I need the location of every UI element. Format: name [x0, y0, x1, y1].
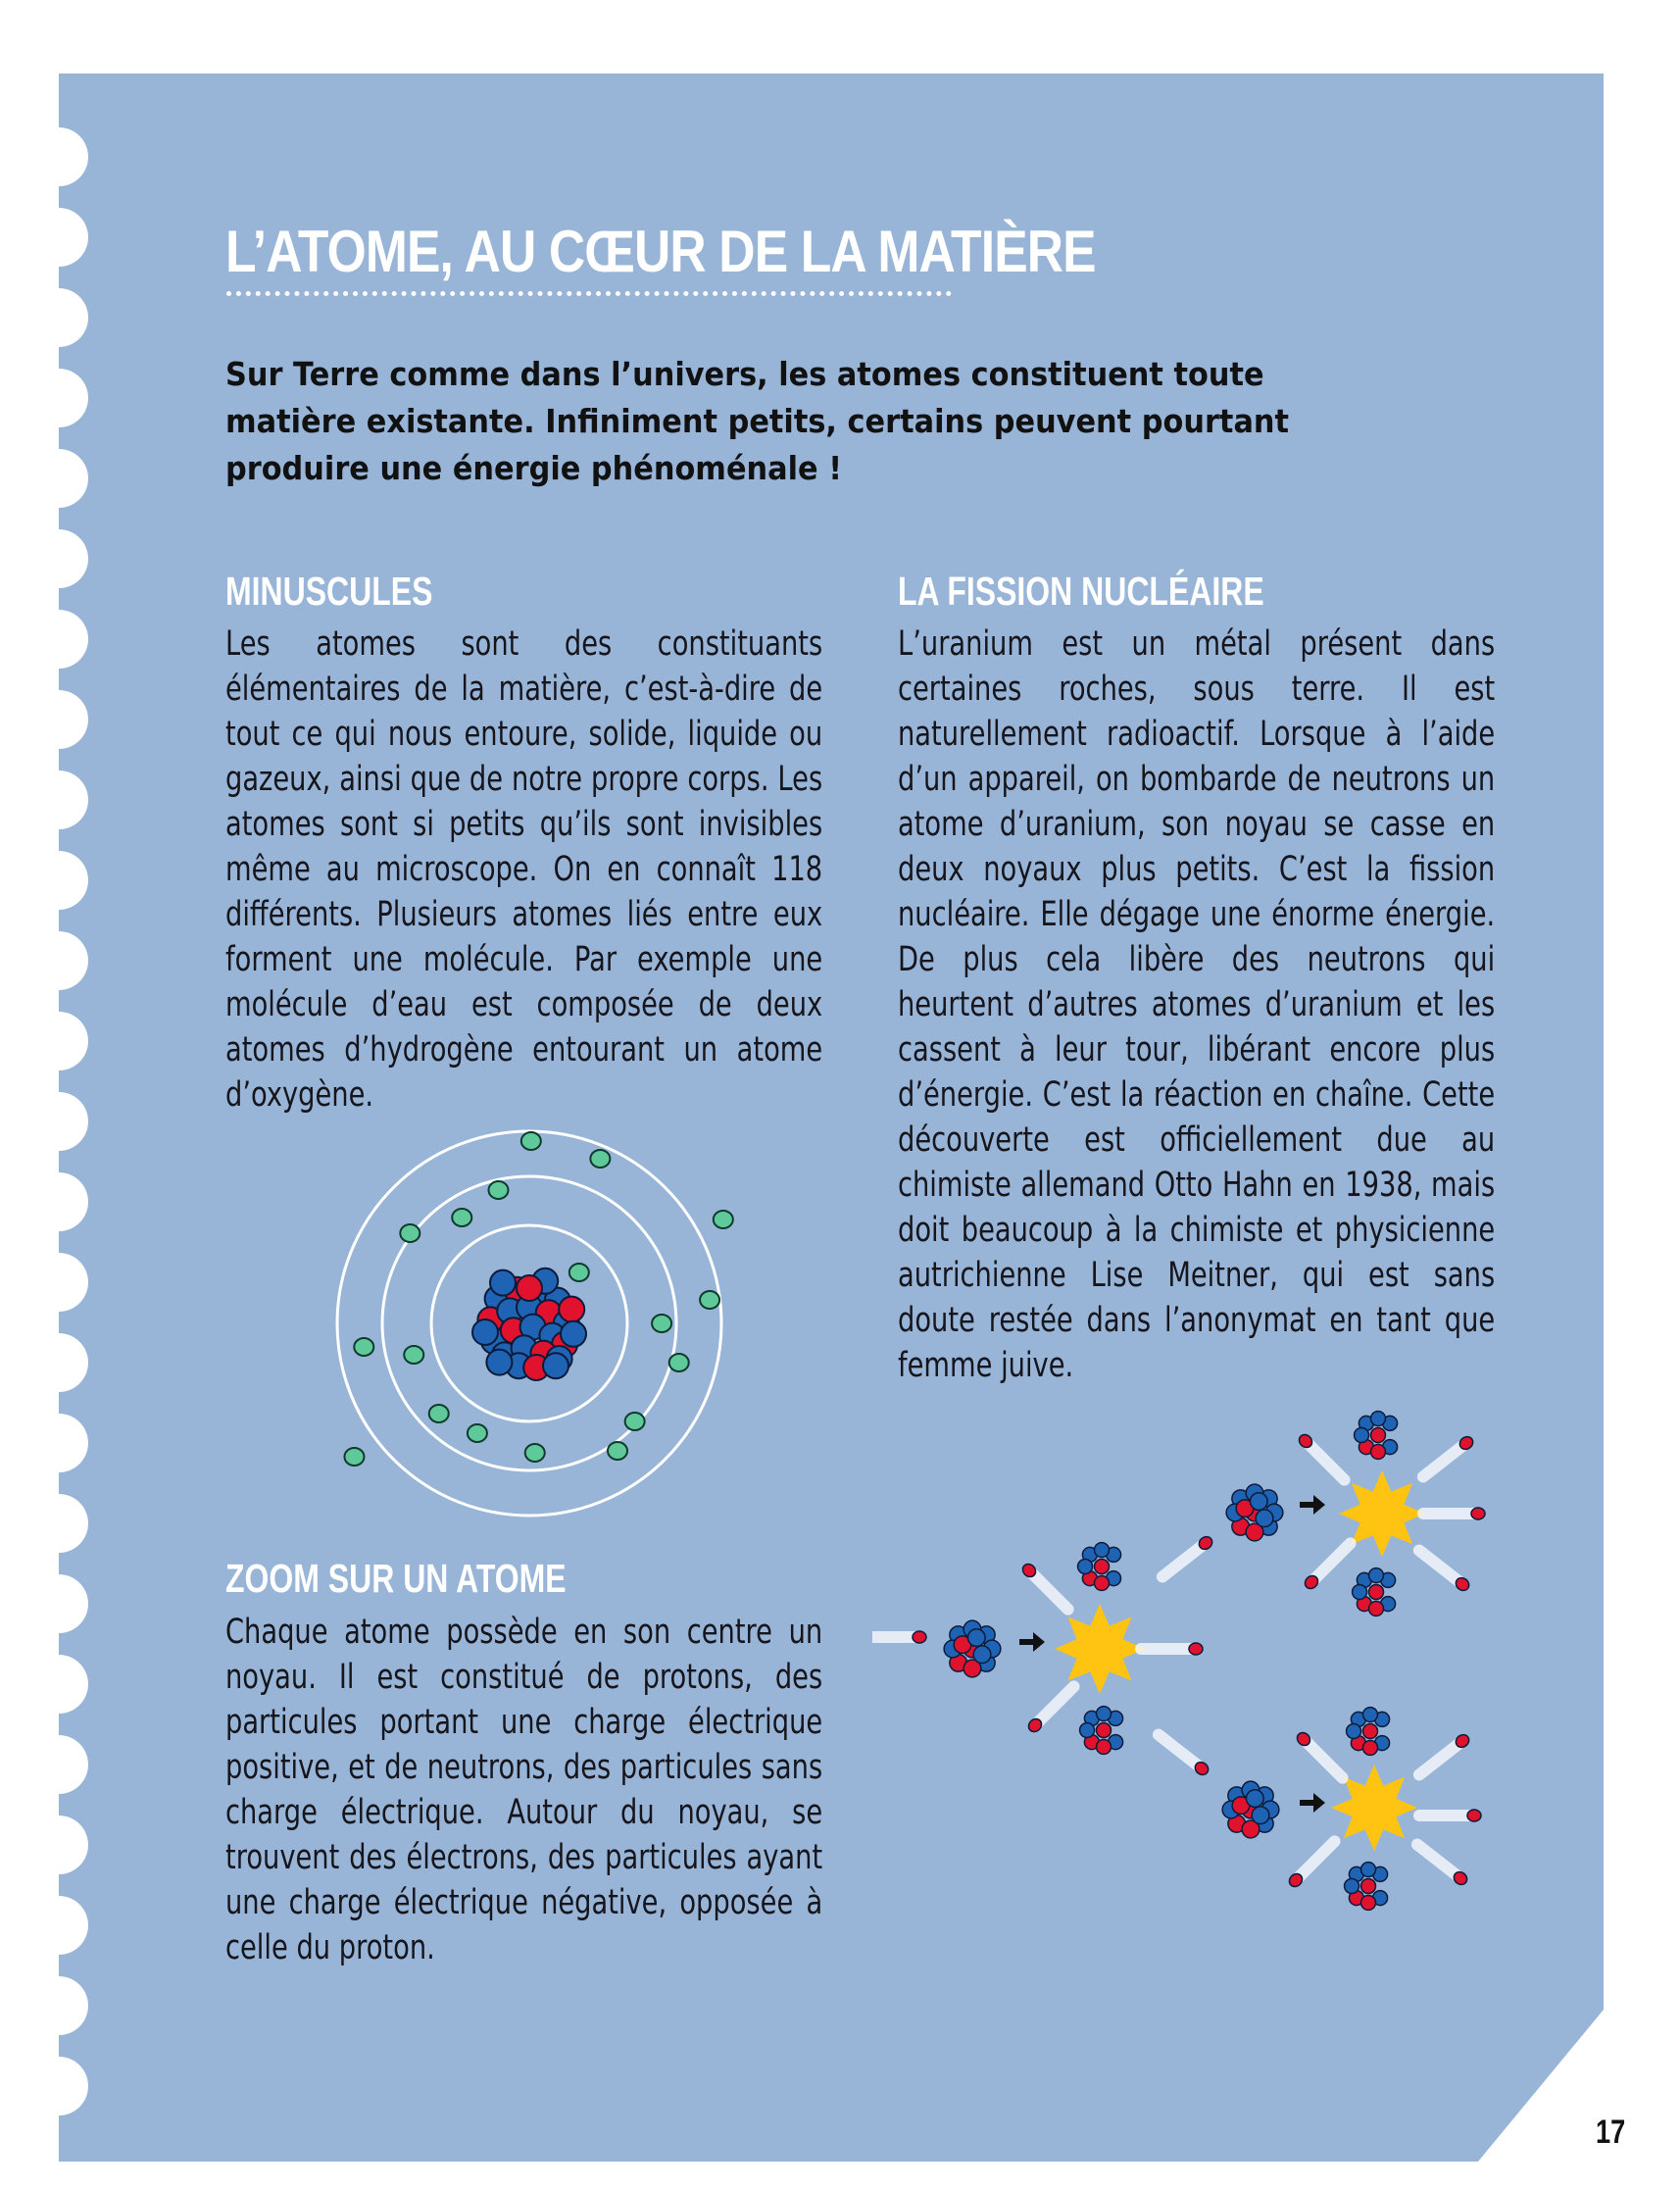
neutron: [1371, 1412, 1386, 1426]
binder-notch: [29, 1735, 88, 1794]
electron: [468, 1424, 487, 1442]
page-number: 17: [1596, 2114, 1626, 2151]
binder-notch: [29, 529, 88, 588]
neutron-trail: [1417, 1845, 1460, 1878]
proton: [1361, 1879, 1376, 1894]
binder-notch: [29, 851, 88, 910]
page-title: L’ATOME, AU CŒUR DE LA MATIÈRE: [225, 219, 1096, 284]
binder-notch: [29, 1333, 88, 1392]
neutron: [1097, 1707, 1112, 1721]
neutron: [1080, 1723, 1095, 1738]
neutron: [1363, 1708, 1378, 1722]
binder-notch: [29, 931, 88, 990]
uranium-atom: [944, 1620, 1001, 1677]
binder-notch: [29, 288, 88, 347]
electron: [400, 1224, 420, 1242]
paragraph-zoom: Chaque atome possède en son centre un noyau. Il est constitué de protons, des particules portant une charge électrique positive, et de neutrons, des particules sans charge électrique. Autour du noyau, se trouvent des électrons, des particules ayant une charge électrique négative, opposée à celle du proton.: [225, 1613, 823, 1967]
neutron-trail: [1035, 1686, 1074, 1725]
binder-notch: [29, 449, 88, 508]
proton: [1095, 1575, 1110, 1590]
proton: [1363, 1740, 1378, 1755]
neutron: [561, 1321, 586, 1347]
fragment-nucleus: [1345, 1863, 1388, 1911]
reaction-arrow: [1019, 1632, 1045, 1652]
proton: [1369, 1601, 1384, 1616]
proton: [1371, 1428, 1386, 1443]
reaction-arrow: [1300, 1495, 1325, 1515]
proton: [1097, 1723, 1112, 1738]
neutron: [1361, 1863, 1376, 1877]
paragraph-minuscules: Les atomes sont des constituants élémentaires de la matière, c’est-à-dire de tout ce qui nous entoure, solide, liquide ou gazeux, ainsi que de notre propre corps. Les atomes sont si petits qu’ils sont invisibles même au microscope. On en connaît 118 différents. Plusieurs atomes liés entre eux forment une molécule. Par exemple une molécule d’eau est composée de deux atomes d’hydrogène entourant un atome d’oxygène.: [225, 624, 823, 1115]
electron: [404, 1346, 423, 1364]
atom-illustration: [323, 1088, 755, 1539]
binder-notch: [29, 208, 88, 267]
energy-burst: [1055, 1604, 1145, 1694]
paragraph-fission: L’uranium est un métal présent dans certaines roches, sous terre. Il est naturellement radioactif. Lorsque à l’aide d’un appareil, on bombarde de neutrons un atome d’uranium, son noyau se casse en deux noyaux plus petits. C’est la fission nucléaire. Elle dégage une énorme énergie. De plus cela libère des neutrons qui heurtent d’autres atomes d’uranium et les cassent à leur tour, libérant encore plus d’énergie. C’est la réaction en chaîne. Cette découverte est officiellement due au chimiste allemand Otto Hahn en 1938, mais doit beaucoup à la chimiste et physicienne autrichienne Lise Meitner, qui est sans doute restée dans l’anonymat en tant que femme juive.: [898, 624, 1496, 1385]
fragment-nucleus: [1347, 1708, 1390, 1756]
fission-chain-reaction-illustration: [872, 1392, 1519, 1921]
title-dotted-underline: [226, 291, 952, 296]
neutron-trail: [1306, 1441, 1345, 1480]
fragment-nucleus: [1353, 1568, 1396, 1617]
flying-neutron: [1189, 1643, 1203, 1655]
intro-paragraph: Sur Terre comme dans l’univers, les atomes constituent toute matière existante. Infiniment petits, certains peuvent pourtant produire une énergie phénoménale !: [225, 355, 1290, 487]
proton: [1369, 1585, 1384, 1600]
binder-notch: [29, 1655, 88, 1714]
neutron: [1078, 1560, 1093, 1574]
electron: [452, 1209, 471, 1226]
electron: [429, 1405, 449, 1422]
uranium-atom: [1226, 1484, 1283, 1541]
proton: [1361, 1895, 1376, 1910]
proton: [559, 1297, 584, 1322]
proton: [1095, 1560, 1110, 1574]
neutron-trail: [1419, 1741, 1462, 1774]
neutron: [490, 1270, 516, 1296]
proton: [1097, 1739, 1112, 1754]
binder-notch: [29, 1092, 88, 1151]
neutron-trail: [1423, 1443, 1466, 1476]
neutron-trail: [1311, 1543, 1351, 1582]
neutron: [1256, 1510, 1273, 1527]
neutron: [543, 1353, 568, 1378]
fragment-nucleus: [1355, 1412, 1398, 1460]
heading-minuscules: MINUSCULES: [225, 569, 433, 614]
binder-notch: [29, 771, 88, 829]
electron: [652, 1315, 671, 1332]
neutron: [1095, 1543, 1110, 1558]
neutron-trail: [1296, 1841, 1335, 1880]
binder-notch: [29, 1012, 88, 1070]
heading-zoom: ZOOM SUR UN ATOME: [225, 1556, 567, 1601]
neutron: [1369, 1568, 1384, 1583]
proton: [517, 1275, 542, 1301]
incoming-neutron: [913, 1631, 926, 1643]
neutron: [1252, 1807, 1269, 1824]
binder-notch: [29, 1896, 88, 1955]
electron: [354, 1338, 373, 1356]
neutron: [1355, 1428, 1369, 1443]
binder-notch: [29, 127, 88, 186]
binder-notch: [29, 369, 88, 427]
electron: [714, 1211, 733, 1228]
binder-notch: [29, 1816, 88, 1874]
flying-neutron: [1467, 1810, 1481, 1821]
neutron: [1345, 1879, 1359, 1894]
neutron-trail: [1419, 1551, 1462, 1584]
atom-nucleus: [472, 1269, 586, 1380]
neutron: [472, 1319, 498, 1345]
reaction-arrow: [1300, 1793, 1325, 1813]
binder-notch: [29, 2057, 88, 2115]
fragment-nucleus: [1078, 1543, 1121, 1591]
neutron: [1246, 1790, 1263, 1808]
proton: [1363, 1724, 1378, 1739]
binder-notch: [29, 610, 88, 669]
neutron-trail: [1159, 1735, 1202, 1768]
neutron: [1347, 1724, 1361, 1739]
neutron: [973, 1646, 991, 1664]
electron: [608, 1442, 627, 1460]
heading-fission: LA FISSION NUCLÉAIRE: [898, 569, 1264, 614]
electron: [590, 1150, 610, 1168]
neutron: [1250, 1493, 1267, 1511]
electron: [525, 1444, 545, 1462]
electron: [569, 1264, 589, 1281]
proton: [1371, 1444, 1386, 1459]
neutron: [967, 1629, 985, 1647]
binder-notch: [29, 1574, 88, 1633]
neutron-trail: [1304, 1739, 1343, 1778]
binder-notch: [29, 1253, 88, 1312]
binder-notch: [29, 1976, 88, 2035]
electron: [521, 1132, 541, 1150]
binder-notch: [29, 1494, 88, 1553]
binder-notch: [29, 690, 88, 749]
fragment-nucleus: [1080, 1707, 1123, 1755]
binder-notch: [29, 1172, 88, 1231]
neutron-trail: [1162, 1543, 1206, 1576]
electron: [488, 1181, 508, 1199]
binder-notch: [29, 1414, 88, 1472]
flying-neutron: [1471, 1508, 1485, 1519]
electron: [625, 1413, 645, 1430]
electron: [669, 1354, 689, 1371]
neutron: [486, 1350, 512, 1375]
electron: [344, 1448, 364, 1466]
neutron: [1353, 1585, 1367, 1600]
neutron-trail: [1029, 1570, 1068, 1610]
uranium-atom: [1222, 1781, 1279, 1838]
electron: [700, 1291, 719, 1309]
